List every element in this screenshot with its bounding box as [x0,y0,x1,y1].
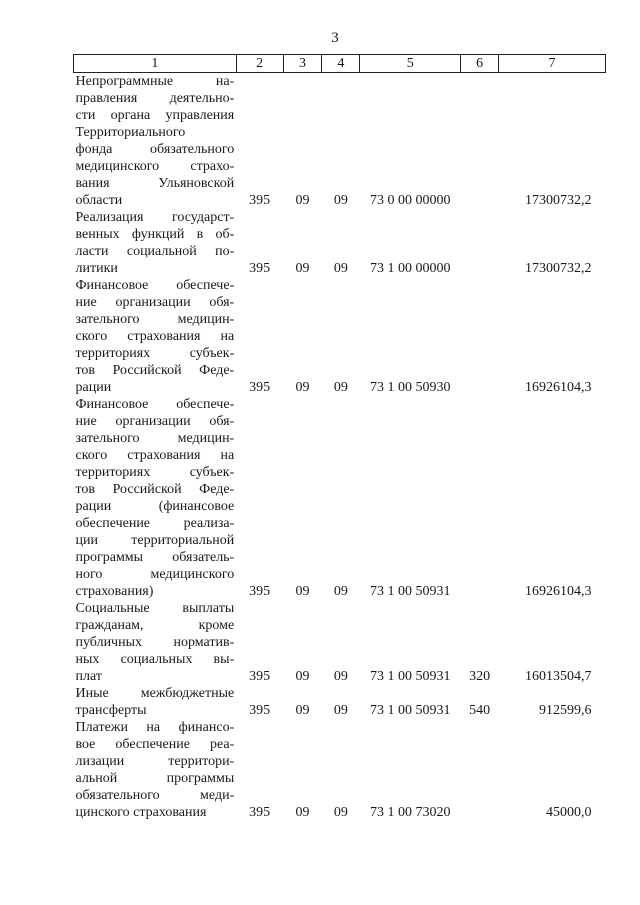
code-section-cell: 09 [295,193,310,208]
description-line: трансферты [75,703,147,718]
header-col-6: 6 [461,55,499,73]
description-line: рации (финансовое [75,499,235,514]
code-expense-type-cell [461,209,499,277]
table-row [74,73,606,210]
description-line: ласти социальной по- [75,244,235,259]
description-line: венных функций в об- [75,227,235,242]
code-subsection-cell: 09 [333,805,348,820]
code-expense-type-cell: 540 [469,703,491,718]
description-line: Территориального [75,125,186,140]
code-expense-type-cell: 320 [469,669,491,684]
code-section-cell: 09 [295,703,310,718]
code-expense-type-cell [461,277,499,396]
code-expense-type-cell [461,73,499,210]
description-line: тов Российской Феде- [75,482,235,497]
code-target-article-cell: 73 1 00 50931 [370,584,451,599]
amount-cell: 912599,6 [539,703,592,718]
code-target-article-cell: 73 1 00 50931 [370,669,451,684]
code-admin-cell: 395 [249,703,271,718]
amount-cell: 17300732,2 [525,261,592,276]
code-section-cell: 09 [295,261,310,276]
description-line: цинского страхования [75,805,207,820]
description-line: правления деятельно- [75,91,235,106]
description-line: ного медицинского [75,567,235,582]
code-target-article-cell: 73 1 00 00000 [370,261,451,276]
description-line: литики [75,261,118,276]
code-target-article-cell: 73 0 00 00000 [370,193,451,208]
description-line: Реализация государст- [75,210,235,225]
row-description [74,719,237,821]
budget-table [73,54,606,821]
code-expense-type-cell [461,396,499,600]
code-admin-cell: 395 [249,584,271,599]
description-line: лизации территори- [75,754,235,769]
description-line: области [75,193,123,208]
description-line: обязательного меди- [75,788,235,803]
code-subsection-cell: 09 [333,380,348,395]
code-expense-type-cell [461,719,499,821]
table-header-row [74,55,606,73]
description-line: плат [75,669,102,684]
code-admin-cell: 395 [249,805,271,820]
description-line: Финансовое обеспече- [75,278,235,293]
header-col-3: 3 [283,55,322,73]
header-col-2: 2 [236,55,283,73]
table-row [74,396,606,600]
table-row [74,277,606,396]
header-col-7: 7 [499,55,606,73]
description-line: зательного медицин- [75,312,235,327]
description-line: ского страхования на [75,448,235,463]
table-row [74,209,606,277]
row-description [74,685,237,719]
description-line: сти органа управления [75,108,235,123]
description-line: программы обязатель- [75,550,235,565]
code-target-article-cell: 73 1 00 50931 [370,703,451,718]
table-body [74,73,606,822]
description-line: гражданам, кроме [75,618,235,633]
amount-cell: 16926104,3 [525,380,592,395]
description-line: Иные межбюджетные [75,686,235,701]
description-line: ние организации обя- [75,295,235,310]
header-col-1: 1 [74,55,237,73]
description-line: альной программы [75,771,235,786]
row-description [74,73,237,210]
header-col-4: 4 [322,55,360,73]
code-section-cell: 09 [295,805,310,820]
amount-cell: 17300732,2 [525,193,592,208]
description-line: ции территориальной [75,533,235,548]
code-section-cell: 09 [295,380,310,395]
amount-cell: 16013504,7 [525,669,592,684]
code-section-cell: 09 [295,669,310,684]
code-subsection-cell: 09 [333,261,348,276]
description-line: территориях субъек- [75,465,235,480]
description-line: Непрограммные на- [75,74,235,89]
code-subsection-cell: 09 [333,669,348,684]
description-line: рации [75,380,112,395]
description-line: медицинского страхо- [75,159,235,174]
header-col-5: 5 [360,55,461,73]
amount-cell: 16926104,3 [525,584,592,599]
code-target-article-cell: 73 1 00 73020 [370,805,451,820]
table-row [74,719,606,821]
code-section-cell: 09 [295,584,310,599]
row-description [74,209,237,277]
code-admin-cell: 395 [249,261,271,276]
page-number: 3 [331,30,339,46]
row-description [74,600,237,685]
description-line: вания Ульяновской [75,176,235,191]
description-line: страхования) [75,584,154,599]
amount-cell: 45000,0 [546,805,592,820]
description-line: Социальные выплаты [75,601,235,616]
code-target-article-cell: 73 1 00 50930 [370,380,451,395]
description-line: ных социальных вы- [75,652,235,667]
description-line: тов Российской Феде- [75,363,235,378]
description-line: обеспечение реализа- [75,516,235,531]
row-description [74,396,237,600]
description-line: вое обеспечение реа- [75,737,235,752]
row-description [74,277,237,396]
code-subsection-cell: 09 [333,193,348,208]
description-line: публичных норматив- [75,635,235,650]
description-line: Платежи на финансо- [75,720,235,735]
code-admin-cell: 395 [249,380,271,395]
description-line: ние организации обя- [75,414,235,429]
table-row [74,600,606,685]
description-line: ского страхования на [75,329,235,344]
code-subsection-cell: 09 [333,584,348,599]
description-line: Финансовое обеспече- [75,397,235,412]
code-subsection-cell: 09 [333,703,348,718]
description-line: фонда обязательного [75,142,235,157]
description-line: зательного медицин- [75,431,235,446]
description-line: территориях субъек- [75,346,235,361]
code-admin-cell: 395 [249,669,271,684]
table-row [74,685,606,719]
code-admin-cell: 395 [249,193,271,208]
